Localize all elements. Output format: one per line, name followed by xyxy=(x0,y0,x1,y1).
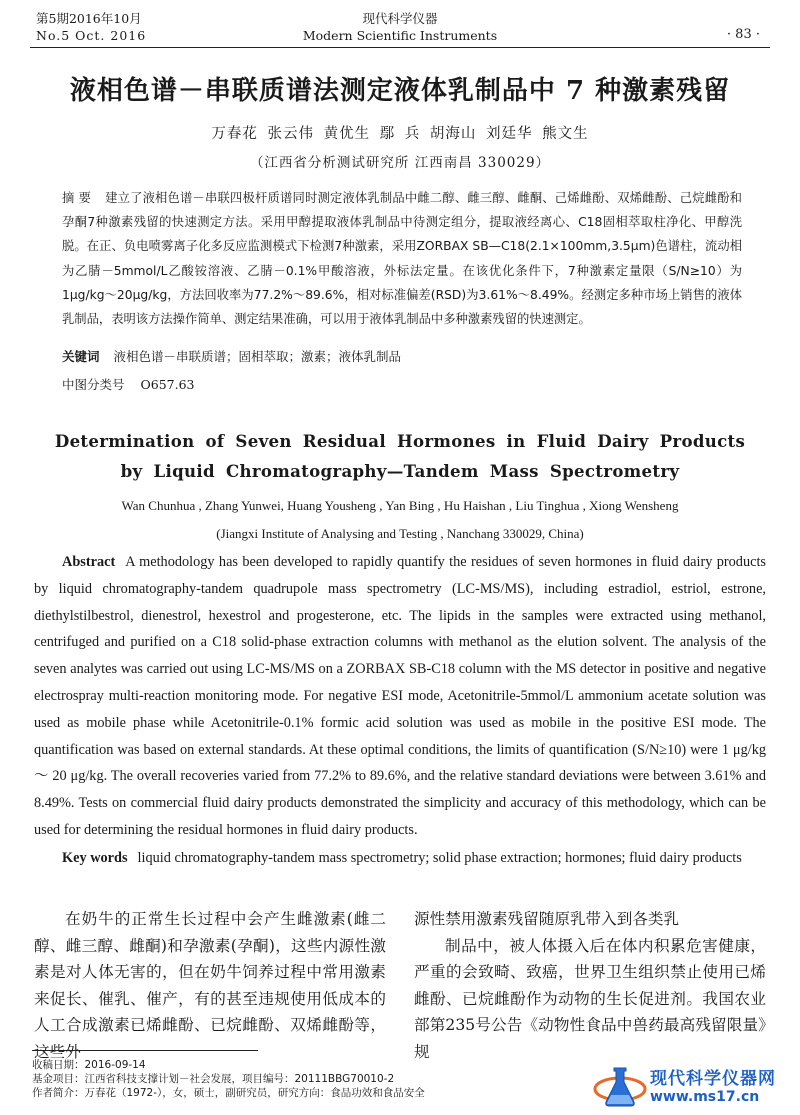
abstract-en xyxy=(34,549,766,844)
clc-label: 中图分类号 xyxy=(62,377,125,392)
header-issue xyxy=(36,10,146,44)
footnote-received: 收稿日期：2016-09-14 xyxy=(32,1059,146,1071)
keywords-en xyxy=(34,845,766,872)
abstract-cn-label: 摘 要 xyxy=(62,191,92,205)
paper-title-en: Determination of Seven Residual Hormones in Fluid Dairy Products by Liquid Chromatography—Tandem Mass Spectrometry xyxy=(54,431,746,481)
footnote-divider xyxy=(32,1050,258,1051)
header-journal-cn: 现代科学仪器 xyxy=(362,11,438,26)
affiliation-cn: （江西省分析测试研究所 江西南昌 330029） xyxy=(249,155,551,171)
footnote-author: 作者简介：万春花（1972-），女，硕士，副研究员，研究方向：食品功效和食品安全 xyxy=(32,1087,425,1100)
affiliation-en: (Jiangxi Institute of Analysing and Testing , Nanchang 330029, China) xyxy=(216,526,584,541)
authors-en: Wan Chunhua , Zhang Yunwei, Huang Yousheng , Yan Bing , Hu Haishan , Liu Tinghua , Xiong Wensheng xyxy=(121,498,679,513)
keywords-cn-label: 关键词 xyxy=(62,349,100,364)
authors-cn: 万春花 张云伟 黄优生 鄢 兵 胡海山 刘廷华 熊文生 xyxy=(211,126,589,142)
abstract-cn xyxy=(62,186,742,331)
body-paragraph: 制品中，被人体摄入后在体内积累危害健康，严重的会致畸、致癌，世界卫生组织禁止使用已烯雌酚、已烷雌酚作为动物的生长促进剂。我国农业部第235号公告《动物性食品中兽药最高残留限量》规 xyxy=(414,936,766,1061)
header-journal xyxy=(250,10,550,44)
abstract-en-text: A methodology has been developed to rapidly quantify the residues of seven hormones in fluid dairy products by liquid chromatography-tandem quadrupole mass spectrometry (LC-MS/MS), including estradiol, estriol, estrone, diethylstilbestrol, dienestrol, hexestrol and progesterone, etc. The lipids in the samples were extracted using methanol, centrifuged and purified on a C18 solid-phase extraction columns with methanol as the elution solvent. The analysis of the seven analytes was carried out using LC-MS/MS on a ZORBAX SB-C18 column with the MS detector in positive and negative electrospray multi-reaction monitoring mode. For negative ESI mode, Acetonitrile-5mmol/L ammonium acetate solution was used as mobile phase while Acetonitrile-0.1% formic acid solution was used as mobile in the positive ESI mode. The quantification was based on external standards. At these optimal conditions, the limits of quantification (S/N≥10) were 1 μg/kg ～ 20 μg/kg. The overall recoveries varied from 77.2% to 89.6%, and the relative standard deviations were between 3.61% and 8.49%. Tests on commercial fluid dairy products demonstrated the simplicity and accuracy of this methodology, which can be used for determining the residual hormones in fluid dairy products. xyxy=(34,554,766,838)
keywords-en-label: Key words xyxy=(62,850,128,866)
header-divider xyxy=(30,47,770,48)
keywords-cn-text: 液相色谱－串联质谱；固相萃取；激素；液体乳制品 xyxy=(113,349,402,364)
keywords-en-text: liquid chromatography-tandem mass spectrometry; solid phase extraction; hormones; fluid dairy products xyxy=(137,850,742,866)
watermark-url[interactable]: www.ms17.cn xyxy=(650,1089,760,1105)
watermark-name: 现代科学仪器网 xyxy=(650,1069,776,1089)
footnote-fund: 基金项目：江西省科技支撑计划－社会发展，项目编号：20111BBG70010-2 xyxy=(32,1073,395,1086)
clc-value: O657.63 xyxy=(140,377,195,392)
header-journal-en: Modern Scientific Instruments xyxy=(302,28,498,43)
header-issue-cn: 第5期2016年10月 xyxy=(36,11,142,26)
clc-number xyxy=(62,375,195,393)
body-paragraph: 在奶牛的正常生长过程中会产生雌激素(雌二醇、雌三醇、雌酮)和孕激素(孕酮)，这些内源性激素是对人体无害的，但在奶牛饲养过程中常用激素来促长、催乳、催产，有的甚至违规使用低成本的人工合成激素已烯雌酚、已烷雌酚、双烯雌酚等，这些外 xyxy=(34,910,386,1061)
abstract-en-label: Abstract xyxy=(62,554,116,570)
body-paragraph: 源性禁用激素残留随原乳带入到各类乳 xyxy=(414,910,680,928)
watermark-logo xyxy=(592,1062,792,1112)
keywords-cn xyxy=(62,347,742,365)
footnotes xyxy=(32,1058,425,1101)
flask-logo-icon xyxy=(592,1062,648,1112)
paper-title-cn: 液相色谱－串联质谱法测定液体乳制品中 7 种激素残留 xyxy=(69,76,731,106)
page-number: · 83 · xyxy=(726,27,760,42)
body-column-right xyxy=(414,906,766,1066)
abstract-cn-text: 建立了液相色谱－串联四极杆质谱同时测定液体乳制品中雌二醇、雌三醇、雌酮、己烯雌酚、双烯雌酚、己烷雌酚和孕酮7种激素残留的快速测定方法。采用甲醇提取液体乳制品中待测定组分，提取液经离心、C18固相萃取柱净化、甲醇洗脱。在正、负电喷雾离子化多反应监测模式下检测7种激素，采用ZORBAX SB—C18(2.1×100mm,3.5μm)色谱柱，流动相为乙腈－5mmol/L乙酸铵溶液、乙腈－0.1%甲酸溶液，外标法定量。在该优化条件下，7种激素定量限（S/N≥10）为1μg/kg～20μg/kg，方法回收率为77.2%～89.6%，相对标准偏差(RSD)为3.61%～8.49%。经测定多种市场上销售的液体乳制品，表明该方法操作简单、测定结果准确，可以用于液体乳制品中多种激素残留的快速测定。 xyxy=(62,191,742,327)
header-issue-en: No.5 Oct. 2016 xyxy=(36,28,147,43)
body-column-left xyxy=(34,906,386,1066)
